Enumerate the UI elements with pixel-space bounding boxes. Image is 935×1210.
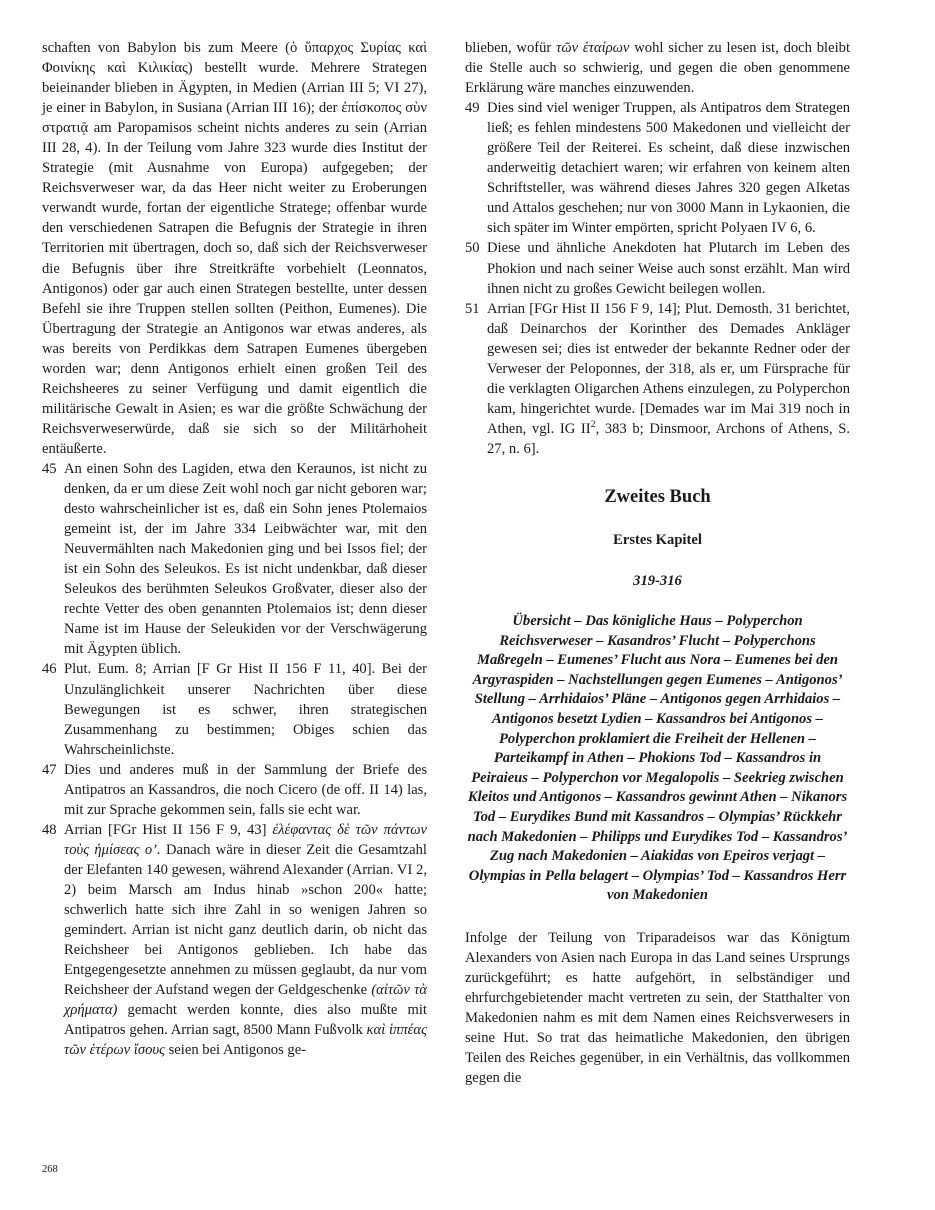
footnote-48-greek-1: ἐλέφαντας δὲ τῶν πάντων τοὺς ἡμίσεας ο’. — [64, 821, 427, 858]
chapter-title: Erstes Kapitel — [613, 531, 702, 548]
footnote-48-text-part-3: gemacht werden konnte, dies also mußte mit Antipatros gehen. Arrian sagt, 8500 Mann Fußvolk — [64, 1002, 427, 1039]
footnote-45-number: 45 — [42, 460, 57, 477]
footnote-47-text: Dies und anderes muß in der Sammlung der Briefe des Antipatros an Kassandros, die noch Cicero (de off. II 14) las, mit zur Sprache gekommen sein, falls sie echt war. — [64, 761, 427, 818]
footnote-46-text: Plut. Eum. 8; Arrian [F Gr Hist II 156 F 11, 40]. Bei der Unzulänglichkeit unserer Nachrichten über diese Bewegungen ist es schwer, ihren strategischen Zusammenhang zu bestimmen; Obiges schien das Wahrscheinlichste. — [64, 661, 427, 758]
chapter-body-paragraph: Infolge der Teilung von Triparadeisos war das Königtum Alexanders von Asien nach Europa in das Land seines Ursprungs zurückgeführt; es hatte aufgehört, in selbständiger und ehrfurchgebietender macht vertreten zu sein, der Statthalter von Makedonien nahm es mit dem Namen eines Reichsverwesers in seine Hut. So trat das heimatliche Makedonien, den übrigen Teilen des Reiches gegenüber, in ein Verhältnis, das vollkommen gegen die — [465, 929, 850, 1087]
left-continuation-paragraph: schaften von Babylon bis zum Meere (ὁ ὕπαρχος Συρίας καὶ Φοινίκης καὶ Κιλικίας) bestellt wurde. Mehrere Strategen beieinander blieben in Ägypten, in Medien (Arrian III 5; VI 27), je einer in Babylon, in Susiana (Arrian III 16); der ἐπίσκοπος σὺν στρατιᾷ am Paropamisos scheint nichts anderes zu sein (Arrian III 28, 4). In der Teilung vom Jahre 323 wurde dies Institut der Strategie (mit Ausnahme von Europa) aufgegeben; der Reichsverweser war, da das Heer nicht weiter zu Eroberungen verwandt wurde, fortan der eigentliche Stratege; offenbar wurde den verschiedenen Satrapen die Befugnis der Strategie in ihren Territorien mit übertragen, doch so, daß sich der Reichsverweser die Befugnis über ihre Streitkräfte vorbehielt (Leonnatos, Antigonos) oder gar auch einen Strategen bestellte, unter dessen Befehl sie ihre Truppen stellen sollten (Peithon, Eumenes). Die Übertragung der Strategie an Antigonos war etwas anderes, als was bereits von Perdikkas dem Satrapen Eumenes übergeben worden war; denn Antigonos erhielt einen großen Teil des Reichsheeres zu seiner Verfügung und damit eigentlich die militärische Gewalt in Asien; es war die größte Schwächung der Reichsverweserwürde, daß sie sich so der Militärhoheit entäußerte. — [42, 40, 427, 457]
right-continuation-part-1: blieben, wofür — [465, 40, 557, 56]
footnote-49-text: Dies sind viel weniger Truppen, als Antipatros dem Strategen ließ; es fehlen mindestens 500 Makedonen und vielleicht der größere Teil der Reiterei. Es scheint, daß diese inzwischen anderweitig detachiert waren; wir erfahren von keinem alten Schriftsteller, was während dieses Jahres 320 gegen Alketas und Attalos geschehen; nur von 3000 Mann in Lykaonien, die sich später im Winter empörten, spricht Polyaen IV 6, 6. — [487, 100, 850, 237]
right-continuation-greek: τῶν ἑταίρων — [556, 40, 630, 56]
right-continuation-part-2: wohl sicher zu lesen ist, doch bleibt die Stelle auch so schwierig, und gegen die oben genommene Erklärung wäre manches einzuwenden. — [465, 40, 850, 97]
footnote-46-number: 46 — [42, 661, 57, 678]
footnote-50 — [465, 238, 850, 298]
footnote-48-text-part-2: Danach wäre in dieser Zeit die Gesamtzahl der Elefanten 140 gewesen, während Alexander (Arrian. VI 2, 2) beim Marsch am Indus hinab »schon 200« hatte; schwerlich hatte sich ihre Zahl in so wenigen Jahren so gemindert. Arrian ist nicht ganz deutlich darin, ob nicht das Reichsheer bei Antigonos geblieben. Ich habe das Entgegengesetzte annehmen zu müssen geglaubt, da nur vom Reichsheer der Aufstand wegen der Geldgeschenke — [64, 841, 427, 999]
footnote-50-text: Diese und ähnliche Anekdoten hat Plutarch im Leben des Phokion und nach seiner Weise auch sonst erzählt. Man wird ihnen nicht zu großes Gewicht beilegen wollen. — [487, 240, 850, 297]
footnote-48-text-part-1: Arrian [FGr Hist II 156 F 9, 43] — [64, 821, 273, 838]
two-column-layout — [42, 38, 894, 1160]
footnote-48-greek-3: καὶ ἱππέας τῶν ἑτέρων ἴσους — [64, 1022, 427, 1059]
chapter-year-range: 319-316 — [633, 572, 682, 589]
footnote-48-greek-2: (αἰτῶν τὰ χρήματα) — [64, 982, 427, 1019]
footnote-51 — [465, 299, 850, 459]
footnote-47 — [42, 760, 427, 820]
footnote-48-number: 48 — [42, 821, 57, 838]
footnote-47-number: 47 — [42, 761, 57, 778]
left-column — [42, 38, 427, 1160]
footnote-51-superscript: 2 — [590, 419, 596, 431]
right-column — [465, 38, 850, 1160]
chapter-heading-block — [465, 486, 850, 906]
footnote-48 — [42, 820, 427, 1061]
footnote-45-text: An einen Sohn des Lagiden, etwa den Keraunos, ist nicht zu denken, da er um diese Zeit wohl noch gar nicht geboren war; desto wahrscheinlicher ist es, daß ein Sohn jenes Ptolemaios gemeint ist, der im Jahre 334 Leibwächter war, mit den Neuvermählten nach Makedonien ging und bei Issos fiel; der ist ein Sohn des Seleukos. Es ist nicht undenkbar, daß dieser Seleukos des berühmten Seleukos Großvater, dieser also der rechte Vetter des oben genannten Ptolemaios ist; denn dieser Name ist im Hause der Seleukiden vor der Verschwägerung mit Ägypten üblich. — [64, 460, 427, 658]
footnote-51-text-part-2: , 383 b; Dinsmoor, Archons of Athens, S. 27, n. 6]. — [487, 420, 850, 457]
page-number: 268 — [42, 1164, 58, 1175]
right-continuation-paragraph — [465, 38, 850, 98]
footnote-49 — [465, 98, 850, 238]
chapter-synopsis: Übersicht – Das königliche Haus – Polyperchon Reichsverweser – Kasandros’ Flucht – Polyperchons Maßregeln – Eumenes’ Flucht aus Nora – Eumenes bei den Argyraspiden – Nachstellungen gegen Eumenes – Antigonos’ Stellung – Arrhidaios’ Pläne – Antigonos gegen Arrhidaios – Antigonos besetzt Lydien – Kassandros bei Antigonos – Polyperchon proklamiert die Freiheit der Hellenen – Parteikampf in Athen – Phokions Tod – Kassandros in Peiraieus – Polyperchon vor Megalopolis – Seekrieg zwischen Kleitos und Antigonos – Kassandros gewinnt Athen – Nikanors Tod – Eurydikes Bund mit Kassandros – Olympias’ Rückkehr nach Makedonien – Philipps und Eurydikes Tod – Kassandros’ Zug nach Makedonien – Aiakidas von Epeiros verjagt – Olympias in Pella belagert – Olympias’ Tod – Kassandros Herr von Makedonien — [467, 612, 848, 904]
footnote-45 — [42, 459, 427, 659]
footnote-48-text-part-4: seien bei Antigonos ge- — [164, 1042, 307, 1059]
footnote-51-text-part-1: Arrian [FGr Hist II 156 F 9, 14]; Plut. Demosth. 31 berichtet, daß Deinarchos der Korinther des Demades Ankläger gewesen sei; dies ist entweder der bekannte Redner oder der Verweser der Peloponnes, der 318, als er, um Fürsprache für die verklagten Oligarchen Athens einzulegen, zu Polyperchon kam, hingerichtet wurde. [Demades war im Mai 319 noch in Athen, vgl. IG II — [487, 300, 850, 437]
footnote-50-number: 50 — [465, 240, 480, 257]
footnote-46 — [42, 659, 427, 759]
book-title: Zweites Buch — [604, 486, 711, 507]
footnote-51-number: 51 — [465, 300, 480, 317]
footnote-49-number: 49 — [465, 100, 480, 117]
